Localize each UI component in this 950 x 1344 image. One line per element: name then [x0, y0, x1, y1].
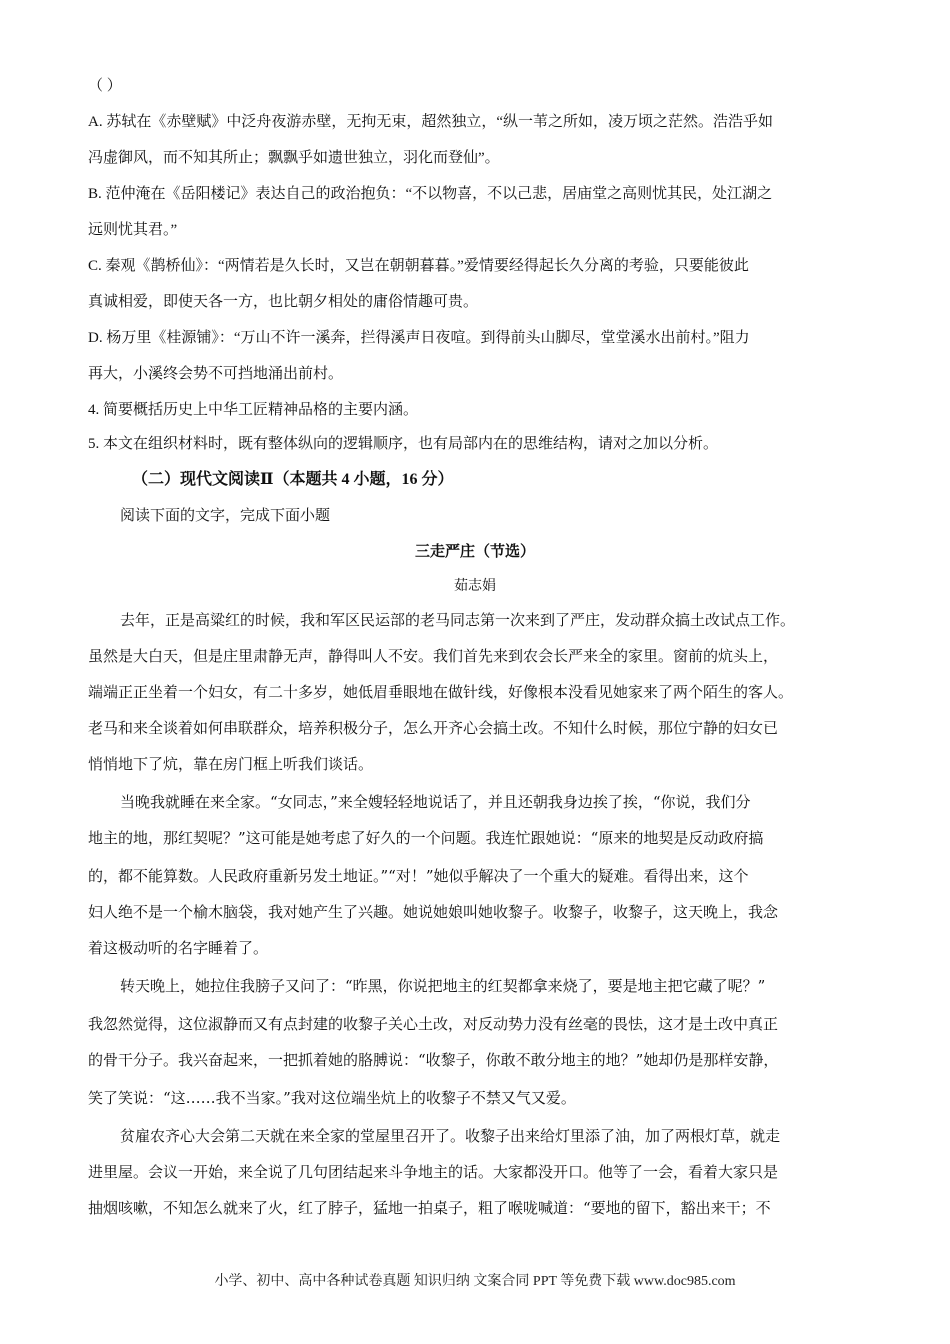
- article-line: 地主的地，那红契呢？”这可能是她考虑了好久的一个问题。我连忙跟她说：“原来的地契是反动政府搞: [88, 829, 764, 847]
- option-b-line-1: B. 范仲淹在《岳阳楼记》表达自己的政治抱负：“不以物喜，不以己悲，居庙堂之高则忧其民，处江湖之: [88, 186, 773, 202]
- article-title: 三走严庄（节选）: [414, 542, 535, 560]
- option-a-line-2: 冯虚御风，而不知其所止；飘飘乎如遗世独立，羽化而登仙”。: [88, 150, 500, 166]
- article-line: 着这极动听的名字睡着了。: [88, 939, 269, 957]
- option-d-line-2: 再大，小溪终会势不可挡地涌出前村。: [88, 366, 344, 382]
- article-line: 虽然是大白天，但是庄里肃静无声，静得叫人不安。我们首先来到农会长严来全的家里。窗前的炕头上，: [88, 647, 779, 665]
- article-line: 笑了笑说：“这……我不当家。”我对这位端坐炕上的收黎子不禁又气又爱。: [88, 1089, 576, 1107]
- article-line: 端端正正坐着一个妇女，有二十多岁，她低眉垂眼地在做针线，好像根本没看见她家来了两个陌生的客人。: [88, 683, 794, 701]
- option-a-line-1: A. 苏轼在《赤壁赋》中泛舟夜游赤壁，无拘无束，超然独立，“纵一苇之所如，凌万顷之茫然。浩浩乎如: [88, 114, 773, 130]
- article-line: 进里屋。会议一开始，来全说了几句团结起来斗争地主的话。大家都没开口。他等了一会，看着大家只是: [88, 1163, 779, 1181]
- article-line: 转天晚上，她拉住我膀子又问了：“昨黑，你说把地主的红契都拿来烧了，要是地主把它藏了呢？”: [120, 977, 766, 995]
- article-line: 我忽然觉得，这位淑静而又有点封建的收黎子关心土改，对反动势力没有丝毫的畏怯，这才是土改中真正: [88, 1015, 779, 1033]
- section-heading: （二）现代文阅读Ⅱ（本题共 4 小题，16 分）: [132, 471, 454, 488]
- option-c-line-2: 真诚相爱，即使天各一方，也比朝夕相处的庸俗情趣可贵。: [88, 294, 479, 310]
- article-line: 的，都不能算数。人民政府重新另发土地证。”“对！”她似乎解决了一个重大的疑难。看得出来，这个: [88, 867, 749, 885]
- section-instruction: 阅读下面的文字，完成下面小题: [120, 508, 331, 524]
- option-b-line-2: 远则忧其君。”: [88, 222, 178, 238]
- article-line: 去年，正是高粱红的时候，我和军区民运部的老马同志第一次来到了严庄，发动群众搞土改试点工作。: [120, 611, 796, 629]
- page-footer: 小学、初中、高中各种试卷真题 知识归纳 文案合同 PPT 等免费下载 www.doc985.com: [214, 1274, 736, 1289]
- article-author: 茹志娟: [454, 578, 496, 594]
- article-line: 的骨干分子。我兴奋起来，一把抓着她的胳膊说：“收黎子，你敢不敢分地主的地？”她却仍是那样安静，: [88, 1051, 779, 1069]
- question-4: 4. 简要概括历史上中华工匠精神品格的主要内涵。: [88, 402, 419, 418]
- answer-bracket: （ ）: [88, 78, 122, 94]
- article-line: 抽烟咳嗽，不知怎么就来了火，红了脖子，猛地一拍桌子，粗了喉咙喊道：“要地的留下，豁出来干；不: [88, 1199, 771, 1217]
- option-c-line-1: C. 秦观《鹊桥仙》：“两情若是久长时，又岂在朝朝暮暮。”爱情要经得起长久分离的考验，只要能彼此: [88, 258, 749, 274]
- article-line: 悄悄地下了炕，靠在房门框上听我们谈话。: [88, 755, 374, 773]
- article-line: 贫雇农齐心大会第二天就在来全家的堂屋里召开了。收黎子出来给灯里添了油，加了两根灯草，就走: [120, 1127, 781, 1145]
- question-5: 5. 本文在组织材料时，既有整体纵向的逻辑顺序，也有局部内在的思维结构，请对之加以分析。: [88, 436, 719, 452]
- article-line: 老马和来全谈着如何串联群众，培养积极分子，怎么开齐心会搞土改。不知什么时候，那位宁静的妇女已: [88, 719, 779, 737]
- article-line: 当晚我就睡在来全家。“女同志，”来全嫂轻轻地说话了，并且还朝我身边挨了挨，“你说，我们分: [120, 793, 751, 811]
- article-line: 妇人绝不是一个榆木脑袋，我对她产生了兴趣。她说她娘叫她收黎子。收黎子，收黎子，这天晚上，我念: [88, 903, 779, 921]
- option-d-line-1: D. 杨万里《桂源铺》：“万山不许一溪奔，拦得溪声日夜喧。到得前头山脚尽，堂堂溪水出前村。”阻力: [88, 330, 750, 346]
